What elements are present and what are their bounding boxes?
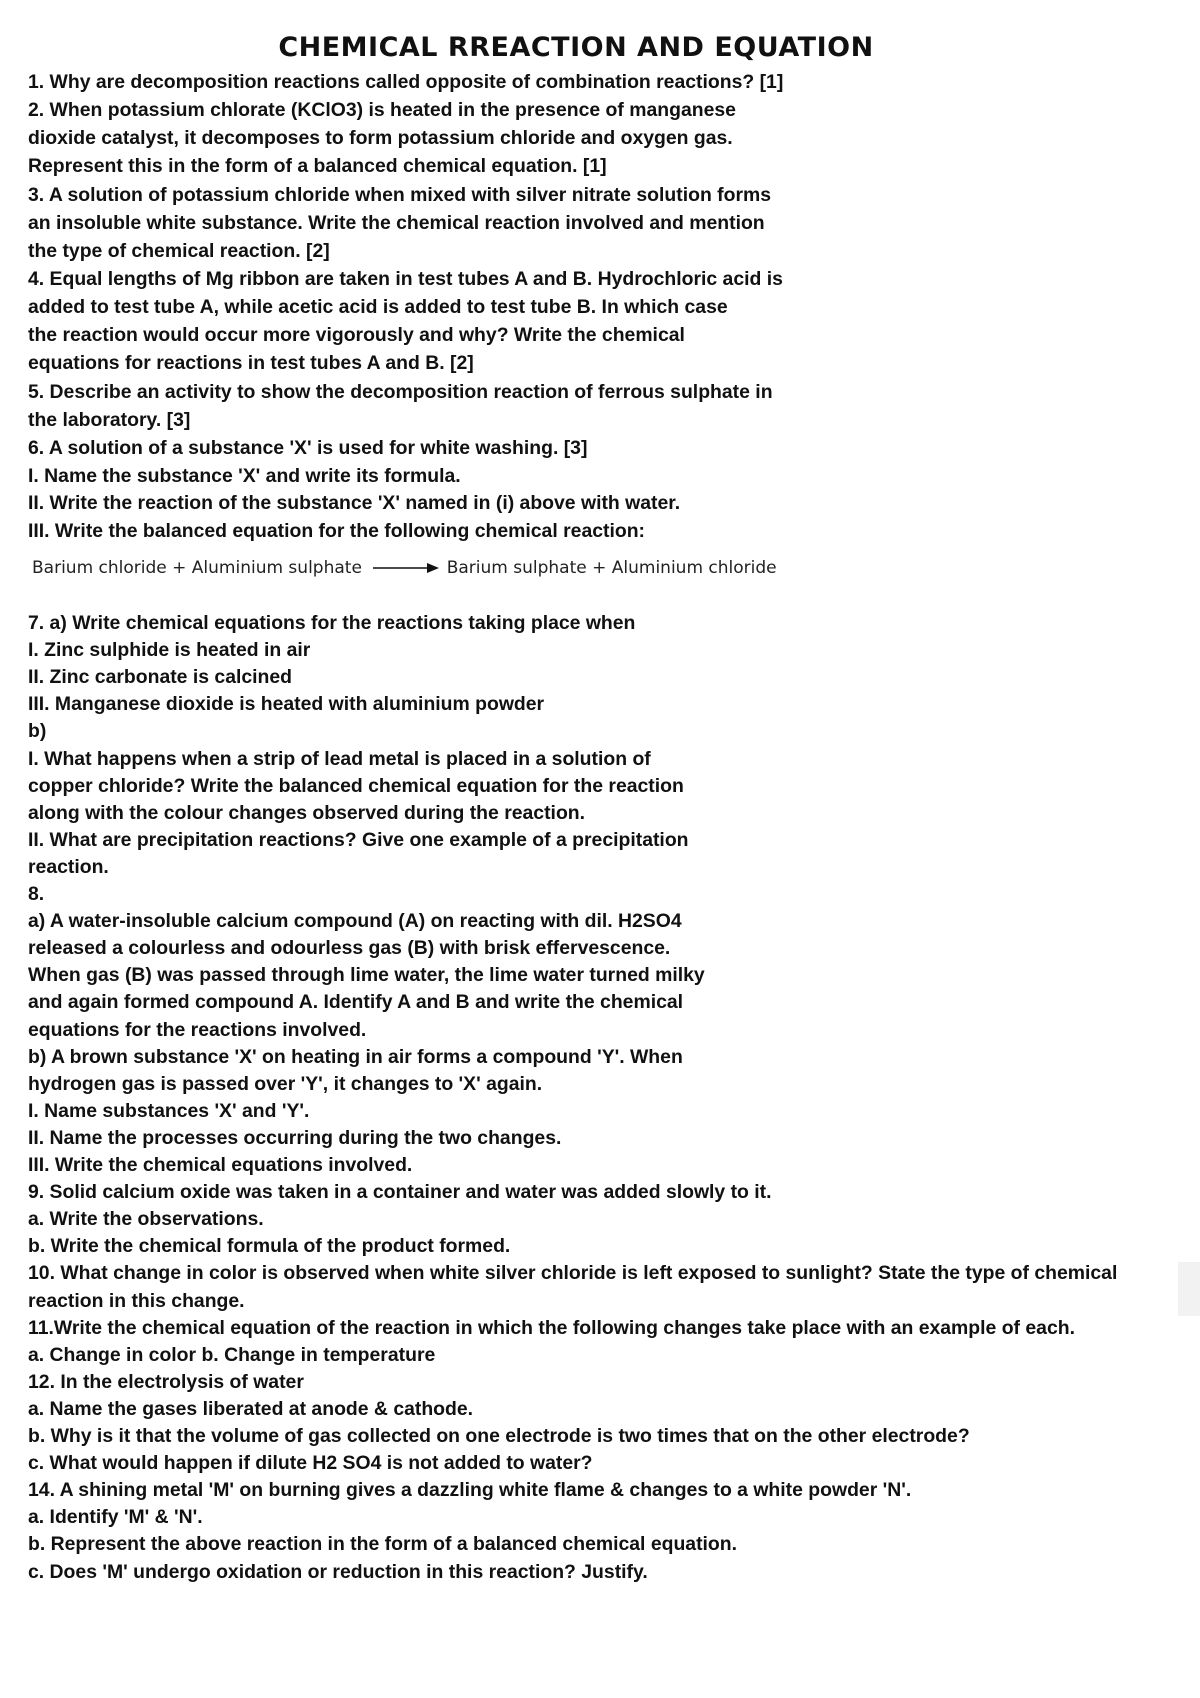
question-line: dioxide catalyst, it decomposes to form potassium chloride and oxygen gas. — [28, 127, 733, 149]
question-line: II. Write the reaction of the substance 'X' named in (i) above with water. — [28, 492, 681, 514]
question-line: c. Does 'M' undergo oxidation or reduction in this reaction? Justify. — [28, 1561, 648, 1583]
question-line: III. Write the chemical equations involved. — [28, 1154, 413, 1176]
question-line: 14. A shining metal 'M' on burning gives a dazzling white flame & changes to a white powder 'N'. — [28, 1479, 912, 1501]
equation-products: Barium sulphate + Aluminium chloride — [446, 558, 777, 578]
question-line: 12. In the electrolysis of water — [28, 1371, 304, 1393]
question-line: the reaction would occur more vigorously and why? Write the chemical — [28, 324, 685, 346]
question-line: b) A brown substance 'X' on heating in air forms a compound 'Y'. When — [28, 1046, 683, 1068]
question-line: Represent this in the form of a balanced chemical equation. [1] — [28, 155, 607, 177]
question-line: a. Write the observations. — [28, 1208, 264, 1230]
question-line: hydrogen gas is passed over 'Y', it changes to 'X' again. — [28, 1073, 543, 1095]
question-line: a. Identify 'M' & 'N'. — [28, 1506, 203, 1528]
question-line: released a colourless and odourless gas (B) with brisk effervescence. — [28, 937, 671, 959]
question-line: b. Represent the above reaction in the form of a balanced chemical equation. — [28, 1533, 737, 1555]
question-line: 11.Write the chemical equation of the reaction in which the following changes take place with an example of each. — [28, 1317, 1075, 1339]
question-line: b) — [28, 720, 47, 742]
question-line: c. What would happen if dilute H2 SO4 is not added to water? — [28, 1452, 593, 1474]
question-line: 5. Describe an activity to show the decomposition reaction of ferrous sulphate in — [28, 381, 773, 403]
question-line: II. Zinc carbonate is calcined — [28, 666, 293, 688]
reaction-arrow-icon — [373, 562, 439, 574]
question-line: added to test tube A, while acetic acid is added to test tube B. In which case — [28, 296, 728, 318]
reaction-equation — [32, 556, 777, 580]
question-line: 7. a) Write chemical equations for the reactions taking place when — [28, 612, 636, 634]
question-line: reaction in this change. — [28, 1290, 245, 1312]
question-line: III. Write the balanced equation for the following chemical reaction: — [28, 520, 645, 542]
question-line: 1. Why are decomposition reactions called opposite of combination reactions? [1] — [28, 71, 784, 93]
question-line: 3. A solution of potassium chloride when mixed with silver nitrate solution forms — [28, 184, 772, 206]
question-line: equations for the reactions involved. — [28, 1019, 367, 1041]
question-line: II. What are precipitation reactions? Give one example of a precipitation — [28, 829, 689, 851]
question-line: 9. Solid calcium oxide was taken in a container and water was added slowly to it. — [28, 1181, 772, 1203]
question-line: 4. Equal lengths of Mg ribbon are taken in test tubes A and B. Hydrochloric acid is — [28, 268, 783, 290]
equation-reactants: Barium chloride + Aluminium sulphate — [32, 558, 362, 578]
question-line: copper chloride? Write the balanced chemical equation for the reaction — [28, 775, 684, 797]
question-line: equations for reactions in test tubes A and B. [2] — [28, 352, 474, 374]
question-line: When gas (B) was passed through lime water, the lime water turned milky — [28, 964, 705, 986]
page-title: CHEMICAL RREACTION AND EQUATION — [278, 32, 874, 63]
question-line: 2. When potassium chlorate (KClO3) is heated in the presence of manganese — [28, 99, 736, 121]
question-line: II. Name the processes occurring during the two changes. — [28, 1127, 562, 1149]
question-line: III. Manganese dioxide is heated with aluminium powder — [28, 693, 545, 715]
question-line: a. Name the gases liberated at anode & cathode. — [28, 1398, 474, 1420]
question-line: I. What happens when a strip of lead metal is placed in a solution of — [28, 748, 651, 770]
question-line: reaction. — [28, 856, 109, 878]
question-line: along with the colour changes observed during the reaction. — [28, 802, 586, 824]
question-line: b. Why is it that the volume of gas collected on one electrode is two times that on the other electrode? — [28, 1425, 970, 1447]
question-line: I. Name the substance 'X' and write its formula. — [28, 465, 461, 487]
question-line: I. Zinc sulphide is heated in air — [28, 639, 311, 661]
question-line: a) A water-insoluble calcium compound (A) on reacting with dil. H2SO4 — [28, 910, 682, 932]
question-line: 6. A solution of a substance 'X' is used for white washing. [3] — [28, 437, 588, 459]
question-line: I. Name substances 'X' and 'Y'. — [28, 1100, 310, 1122]
question-line: a. Change in color b. Change in temperature — [28, 1344, 436, 1366]
question-line: and again formed compound A. Identify A and B and write the chemical — [28, 991, 684, 1013]
question-line: the laboratory. [3] — [28, 409, 191, 431]
question-line: an insoluble white substance. Write the chemical reaction involved and mention — [28, 212, 765, 234]
question-line: 10. What change in color is observed when white silver chloride is left exposed to sunlight? State the type of chemical — [28, 1262, 1118, 1284]
question-line: the type of chemical reaction. [2] — [28, 240, 330, 262]
question-line: 8. — [28, 883, 45, 905]
edge-artifact — [1178, 1262, 1200, 1316]
question-line: b. Write the chemical formula of the product formed. — [28, 1235, 511, 1257]
